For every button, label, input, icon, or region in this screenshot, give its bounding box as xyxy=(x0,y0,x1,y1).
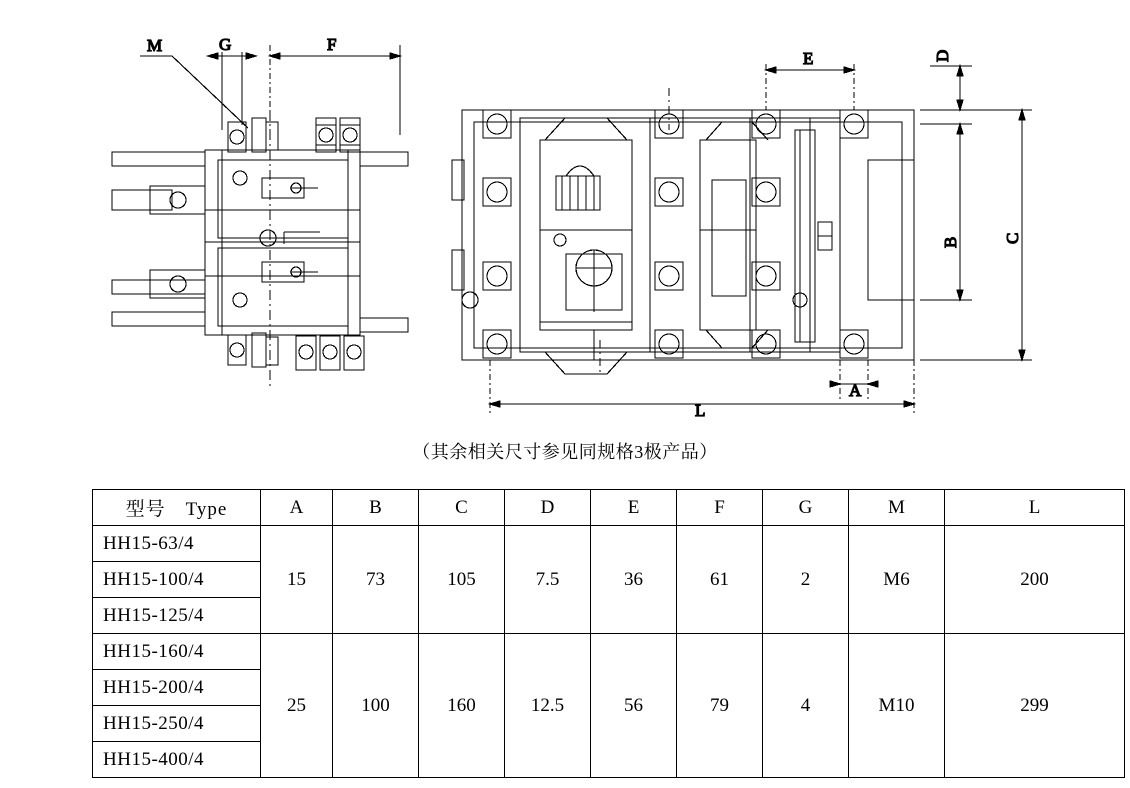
header-d: D xyxy=(505,490,591,526)
table-header-row xyxy=(93,490,1125,526)
value-m: M10 xyxy=(849,634,945,778)
header-g: G xyxy=(763,490,849,526)
value-c: 105 xyxy=(419,526,505,634)
value-b: 73 xyxy=(333,526,419,634)
value-a: 15 xyxy=(261,526,333,634)
value-e: 36 xyxy=(591,526,677,634)
header-c: C xyxy=(419,490,505,526)
value-l: 299 xyxy=(945,634,1125,778)
type-cell: HH15-100/4 xyxy=(93,562,261,598)
value-f: 61 xyxy=(677,526,763,634)
value-g: 2 xyxy=(763,526,849,634)
header-f: F xyxy=(677,490,763,526)
svg-text:G: G xyxy=(219,35,232,54)
svg-text:F: F xyxy=(327,35,337,54)
value-g: 4 xyxy=(763,634,849,778)
table-row xyxy=(93,526,1125,562)
value-d: 12.5 xyxy=(505,634,591,778)
value-f: 79 xyxy=(677,634,763,778)
svg-text:A: A xyxy=(849,381,862,400)
type-cell: HH15-125/4 xyxy=(93,598,261,634)
value-m: M6 xyxy=(849,526,945,634)
specification-table xyxy=(92,489,1125,778)
figure-caption: （其余相关尺寸参见同规格3极产品） xyxy=(412,442,718,462)
header-type: 型号 Type xyxy=(93,490,261,526)
type-cell: HH15-200/4 xyxy=(93,670,261,706)
svg-text:B: B xyxy=(941,236,960,248)
value-c: 160 xyxy=(419,634,505,778)
header-l: L xyxy=(945,490,1125,526)
svg-text:E: E xyxy=(803,49,814,68)
svg-text:M: M xyxy=(147,36,163,55)
header-m: M xyxy=(849,490,945,526)
value-e: 56 xyxy=(591,634,677,778)
value-l: 200 xyxy=(945,526,1125,634)
type-cell: HH15-160/4 xyxy=(93,634,261,670)
svg-text:D: D xyxy=(933,49,952,62)
type-cell: HH15-400/4 xyxy=(93,742,261,778)
header-b: B xyxy=(333,490,419,526)
svg-text:L: L xyxy=(695,401,706,420)
value-b: 100 xyxy=(333,634,419,778)
header-e: E xyxy=(591,490,677,526)
value-d: 7.5 xyxy=(505,526,591,634)
svg-text:C: C xyxy=(1003,232,1022,244)
value-a: 25 xyxy=(261,634,333,778)
type-cell: HH15-63/4 xyxy=(93,526,261,562)
header-a: A xyxy=(261,490,333,526)
type-cell: HH15-250/4 xyxy=(93,706,261,742)
table-row xyxy=(93,634,1125,670)
